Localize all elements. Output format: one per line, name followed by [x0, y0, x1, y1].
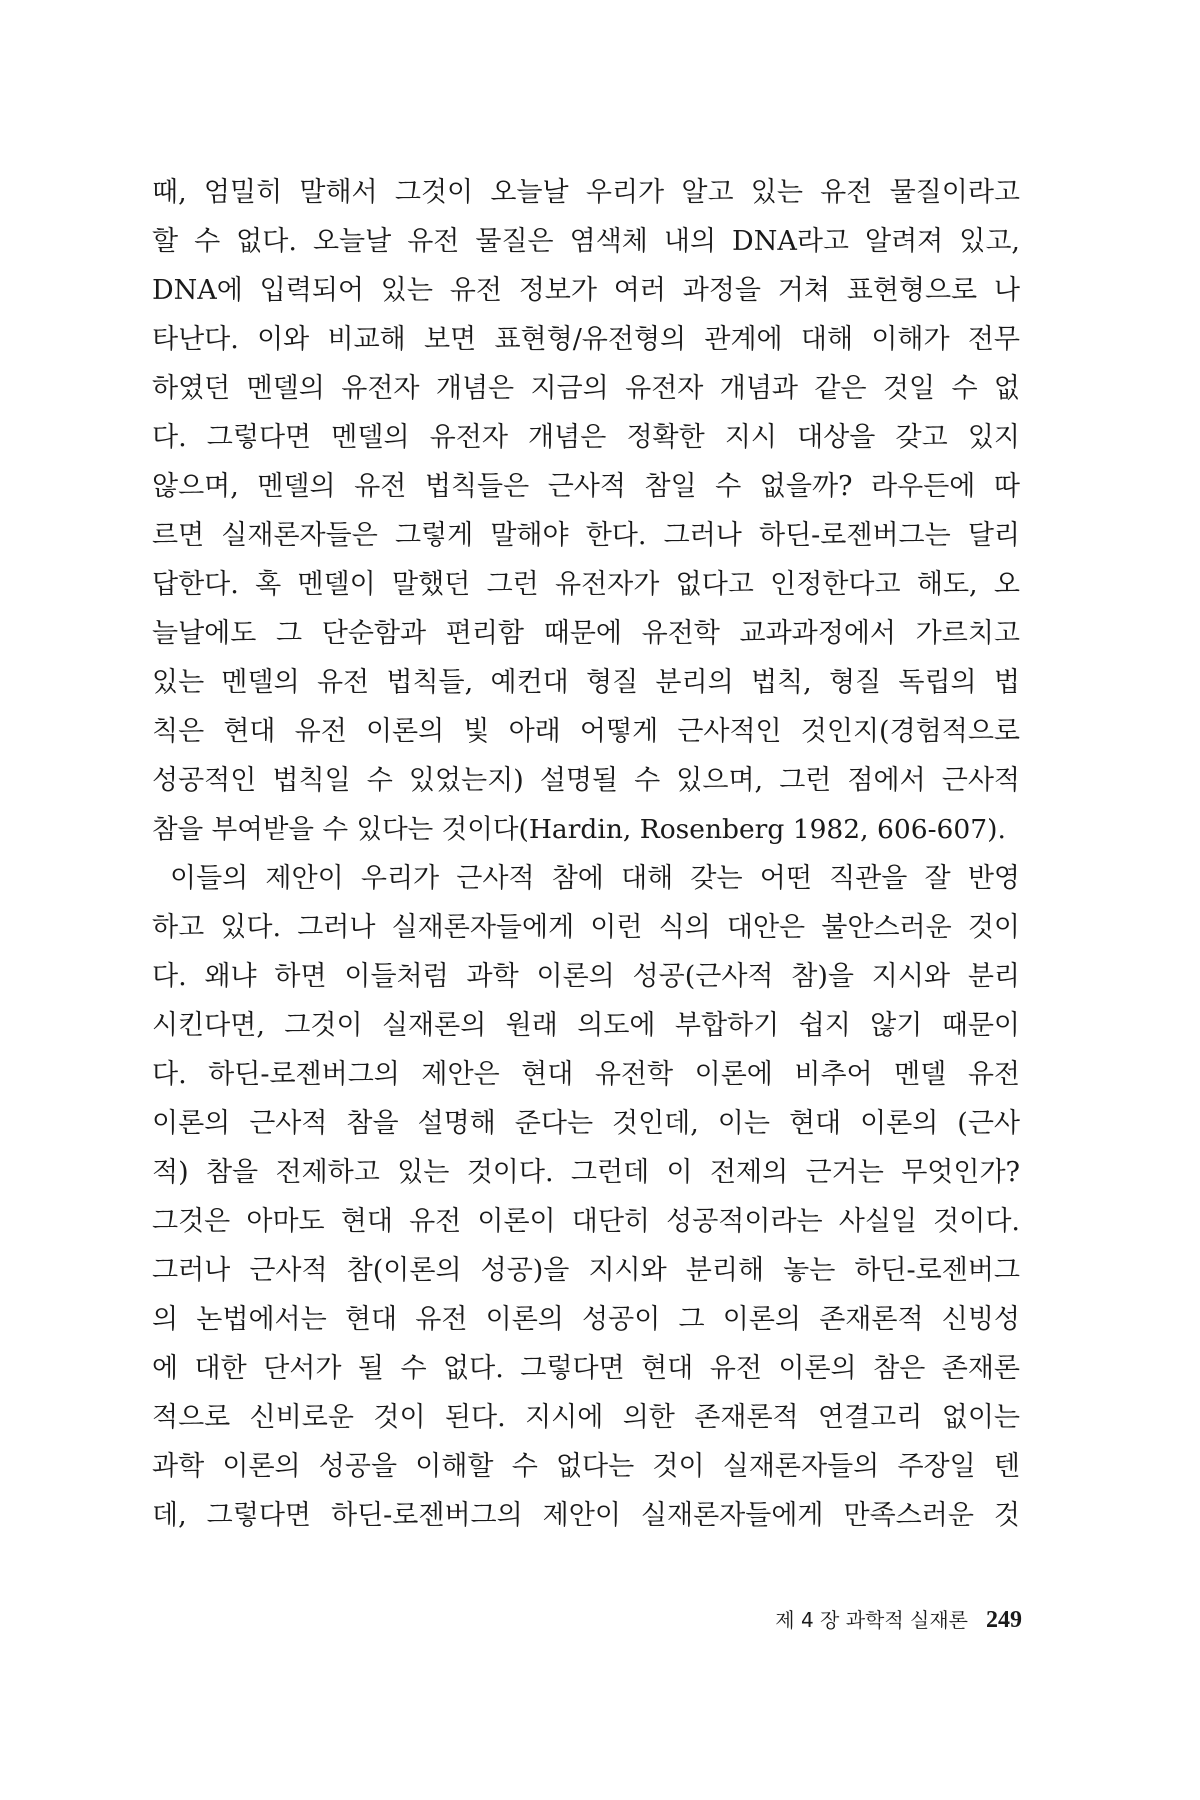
text-line: 르면 실재론자들은 그렇게 말해야 한다. 그러나 하딘-로젠버그는 달리 [152, 520, 1020, 551]
page-footer [775, 1605, 1022, 1636]
text-line: 하고 있다. 그러나 실재론자들에게 이런 식의 대안은 불안스러운 것이 [152, 912, 1020, 943]
text-line: 그러나 근사적 참(이론의 성공)을 지시와 분리해 놓는 하딘-로젠버그 [152, 1255, 1020, 1286]
text-line: 다. 그렇다면 멘델의 유전자 개념은 정확한 지시 대상을 갖고 있지 [152, 422, 1020, 453]
text-line: 이론의 근사적 참을 설명해 준다는 것인데, 이는 현대 이론의 (근사 [152, 1108, 1020, 1139]
text-line: 다. 하딘-로젠버그의 제안은 현대 유전학 이론에 비추어 멘델 유전 [152, 1059, 1020, 1090]
running-footer-chapter: 제 4 장 과학적 실재론 [775, 1608, 968, 1632]
text-line: 있는 멘델의 유전 법칙들, 예컨대 형질 분리의 법칙, 형질 독립의 법 [152, 667, 1020, 698]
text-line: 할 수 없다. 오늘날 유전 물질은 염색체 내의 DNA라고 알려져 있고, [152, 226, 1020, 257]
text-line: 에 대한 단서가 될 수 없다. 그렇다면 현대 유전 이론의 참은 존재론 [152, 1353, 1020, 1384]
text-line: 늘날에도 그 단순함과 편리함 때문에 유전학 교과과정에서 가르치고 [152, 618, 1020, 649]
text-line: 답한다. 혹 멘델이 말했던 그런 유전자가 없다고 인정한다고 해도, 오 [152, 569, 1020, 600]
text-line: 않으며, 멘델의 유전 법칙들은 근사적 참일 수 없을까? 라우든에 따 [152, 471, 1020, 502]
text-line: 타난다. 이와 비교해 보면 표현형/유전형의 관계에 대해 이해가 전무 [152, 324, 1020, 355]
text-line: 이들의 제안이 우리가 근사적 참에 대해 갖는 어떤 직관을 잘 반영 [170, 863, 1020, 894]
text-line: DNA에 입력되어 있는 유전 정보가 여러 과정을 거쳐 표현형으로 나 [152, 275, 1020, 306]
text-line: 성공적인 법칙일 수 있었는지) 설명될 수 있으며, 그런 점에서 근사적 [152, 765, 1020, 796]
paragraph-2 [152, 854, 1020, 1540]
text-line: 적으로 신비로운 것이 된다. 지시에 의한 존재론적 연결고리 없이는 [152, 1402, 1020, 1433]
text-line: 하였던 멘델의 유전자 개념은 지금의 유전자 개념과 같은 것일 수 없 [152, 373, 1020, 404]
text-line: 칙은 현대 유전 이론의 빛 아래 어떻게 근사적인 것인지(경험적으로 [152, 716, 1020, 747]
text-line: 과학 이론의 성공을 이해할 수 없다는 것이 실재론자들의 주장일 텐 [152, 1451, 1020, 1482]
text-line: 때, 엄밀히 말해서 그것이 오늘날 우리가 알고 있는 유전 물질이라고 [152, 177, 1020, 208]
paragraph-1 [152, 168, 1020, 854]
text-line: 그것은 아마도 현대 유전 이론이 대단히 성공적이라는 사실일 것이다. [152, 1206, 1020, 1237]
text-line: 적) 참을 전제하고 있는 것이다. 그런데 이 전제의 근거는 무엇인가? [152, 1157, 1020, 1188]
text-line: 의 논법에서는 현대 유전 이론의 성공이 그 이론의 존재론적 신빙성 [152, 1304, 1020, 1335]
page-number: 249 [986, 1607, 1022, 1633]
body-text [152, 168, 1020, 1540]
text-line: 다. 왜냐 하면 이들처럼 과학 이론의 성공(근사적 참)을 지시와 분리 [152, 961, 1020, 992]
text-line: 참을 부여받을 수 있다는 것이다(Hardin, Rosenberg 1982, 606-607). [152, 814, 1006, 845]
text-line: 데, 그렇다면 하딘-로젠버그의 제안이 실재론자들에게 만족스러운 것 [152, 1500, 1020, 1531]
text-line: 시킨다면, 그것이 실재론의 원래 의도에 부합하기 쉽지 않기 때문이 [152, 1010, 1020, 1041]
